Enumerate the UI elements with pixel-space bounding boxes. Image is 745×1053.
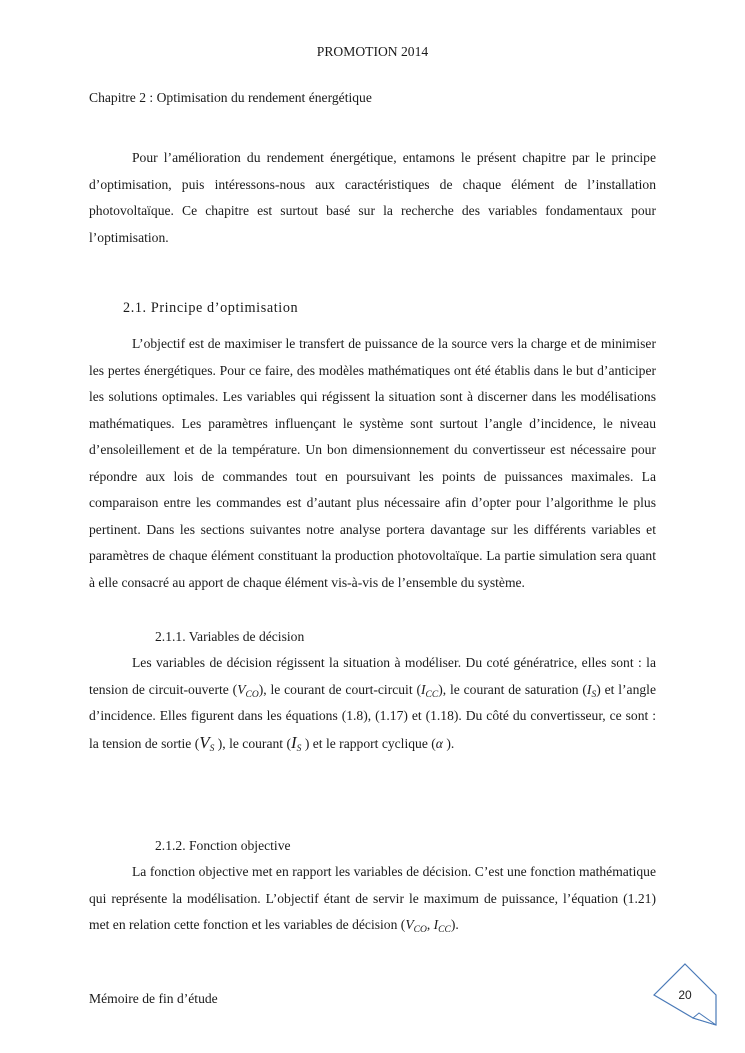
section-heading-2-1-1: 2.1.1. Variables de décision <box>155 629 305 644</box>
page-number-badge <box>653 963 717 1027</box>
chapter-title: Chapitre 2 : Optimisation du rendement énergétique <box>89 90 372 105</box>
section-heading-2-1-2: 2.1.2. Fonction objective <box>155 838 291 853</box>
section-2-1-paragraph: L’objectif est de maximiser le transfert de puissance de la source vers la charge et de minimiser les pertes énergétiques. Pour ce faire, des modèles mathématiques ont été établis dans le but d’anticiper les solutions optimales. Les variables qui régissent la situation sont à discerner dans les modélisations mathématiques. Les paramètres influençant le système sont surtout l’angle d’incidence, le niveau d’ensoleillement et de la température. Un bon dimensionnement du convertisseur est nécessaire pour répondre aux lois de commandes tout en poursuivant les points de puissances maximales. La comparaison entre les commandes est d’autant plus nécessaire afin d’opter pour l’algorithme le plus pertinent. Dans les sections suivantes notre analyse portera davantage sur les différents variables et paramètres de chaque élément constituant la production photovoltaïque. La partie simulation sera quant à elle consacré au apport de chaque élément vis-à-vis de l’ensemble du système. <box>89 336 656 590</box>
section-2-1-1-paragraph: Les variables de décision régissent la situation à modéliser. Du coté génératrice, elles sont : la tension de circuit-ouverte $(V_{CO})$, le courant de court-circuit $(I_{CC})$, le courant de saturation $(I_S)$ et l’angle d’incidence. Elles figurent dans les équations (1.8), (1.17) et (1.18). Du côté du convertisseur, ce sont : la tension de sortie ($V_S$ ), le courant ($I_S$ ) et le rapport cyclique (α ). <box>89 655 656 754</box>
page-number: 20 <box>678 988 692 1002</box>
section-2-1-2-paragraph: La fonction objective met en rapport les variables de décision. C’est une fonction mathématique qui représente la modélisation. L’objectif étant de servir le maximum de puissance, l’équation (1.21) met en relation cette fonction et les variables de décision ($V_{CO}$, $I_{CC}$). <box>89 864 656 935</box>
page-header: PROMOTION 2014 <box>316 44 429 59</box>
section-heading-2-1: 2.1. Principe d’optimisation <box>123 300 299 316</box>
footer-text: Mémoire de fin d’étude <box>89 991 218 1006</box>
intro-paragraph: Pour l’amélioration du rendement énergétique, entamons le présent chapitre par le principe d’optimisation, puis intéressons-nous aux caractéristiques de chaque élément de l’installation photovoltaïque. Ce chapitre est surtout basé sur la recherche des variables fondamentaux pour l’optimisation. <box>89 150 656 245</box>
